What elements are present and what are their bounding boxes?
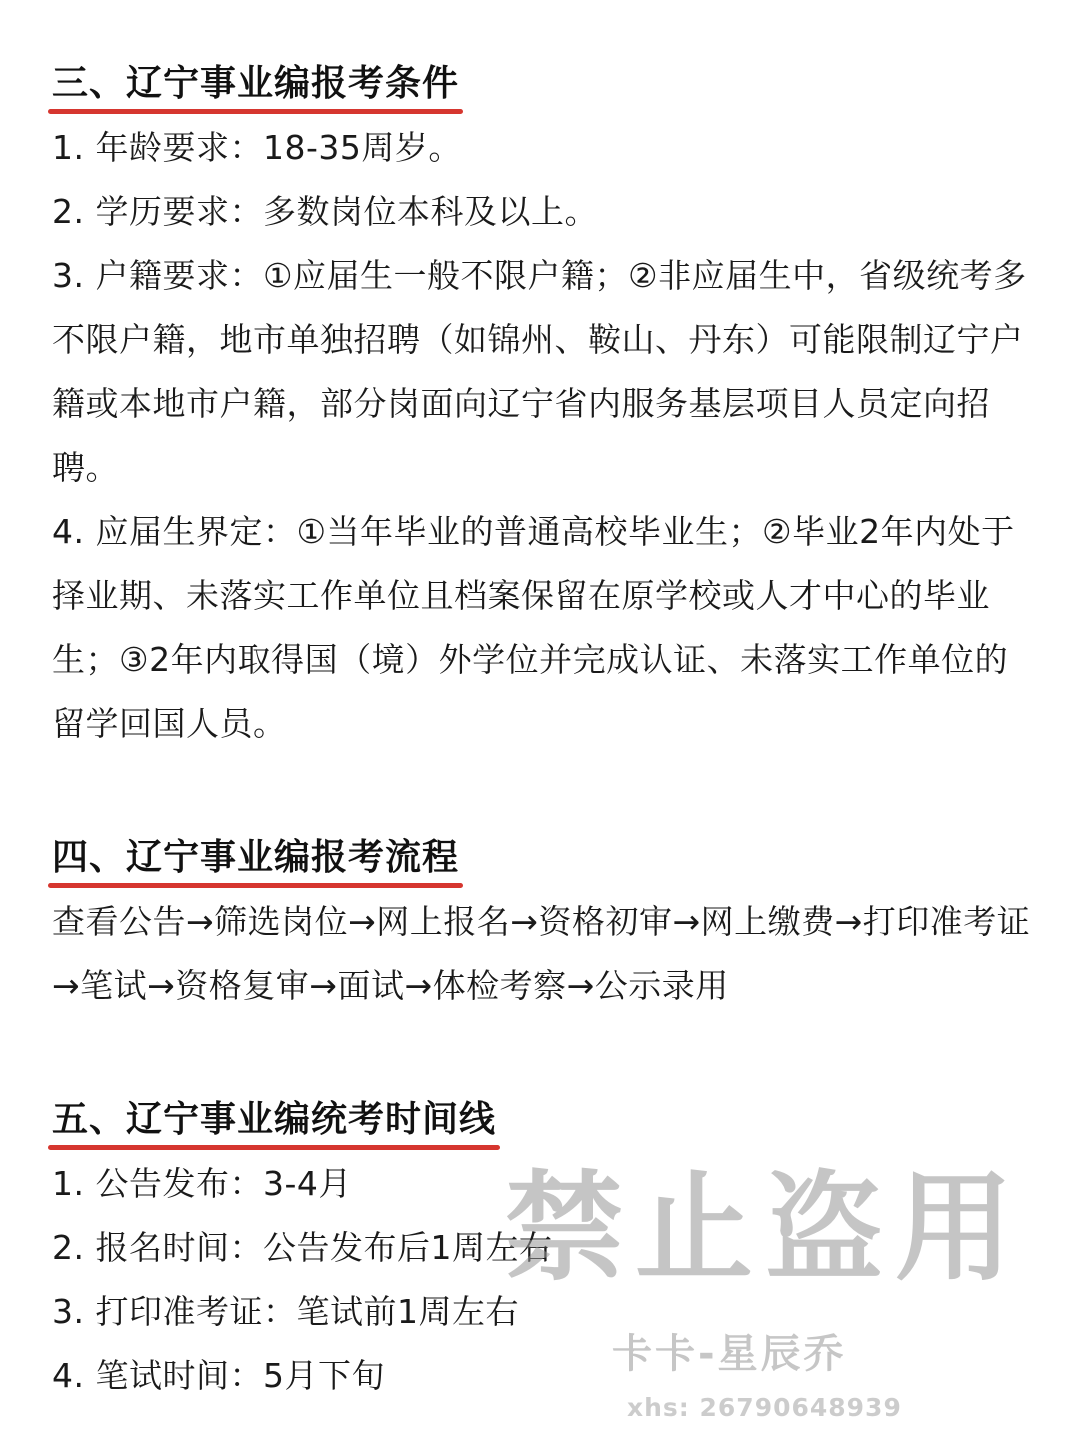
section-heading-conditions — [52, 58, 461, 110]
timeline-item-admission-ticket: 3. 打印准考证：笔试前1周左右 — [52, 1292, 519, 1331]
watermark-author: 卡卡-星辰乔 — [612, 1331, 847, 1377]
section-heading-text: 三、辽宁事业编报考条件 — [52, 63, 460, 104]
condition-item-age: 1. 年龄要求：18-35周岁。 — [52, 128, 462, 167]
section-heading-timeline — [52, 1094, 498, 1146]
heading-underline — [48, 883, 463, 888]
condition-item-graduate: 4. 应届生界定：①当年毕业的普通高校毕业生；②毕业2年内处于择业期、未落实工作单位且档案保留在原学校或人才中心的毕业生；③2年内取得国（境）外学位并完成认证、未落实工作单位的留学回国人员。 — [52, 512, 1015, 743]
section-heading-text: 四、辽宁事业编报考流程 — [52, 837, 460, 878]
section-heading-process — [52, 832, 461, 884]
heading-underline — [48, 109, 463, 114]
heading-underline — [48, 1145, 500, 1150]
section-heading-text: 五、辽宁事业编统考时间线 — [52, 1099, 497, 1140]
watermark-no-theft: 禁止盗用 — [505, 1159, 1026, 1297]
process-flow-text: 查看公告→筛选岗位→网上报名→资格初审→网上缴费→打印准考证→笔试→资格复审→面试→体检考察→公示录用 — [52, 902, 1031, 1005]
watermark-account-id: xhs: 26790648939 — [627, 1393, 902, 1422]
timeline-item-written-exam: 4. 笔试时间：5月下旬 — [52, 1356, 385, 1395]
timeline-item-announcement: 1. 公告发布：3-4月 — [52, 1164, 352, 1203]
condition-item-household: 3. 户籍要求：①应届生一般不限户籍；②非应届生中，省级统考多不限户籍，地市单独招聘（如锦州、鞍山、丹东）可能限制辽宁户籍或本地市户籍，部分岗面向辽宁省内服务基层项目人员定向招聘。 — [52, 256, 1027, 487]
timeline-item-registration: 2. 报名时间：公告发布后1周左右 — [52, 1228, 553, 1267]
condition-item-education: 2. 学历要求：多数岗位本科及以上。 — [52, 192, 598, 231]
